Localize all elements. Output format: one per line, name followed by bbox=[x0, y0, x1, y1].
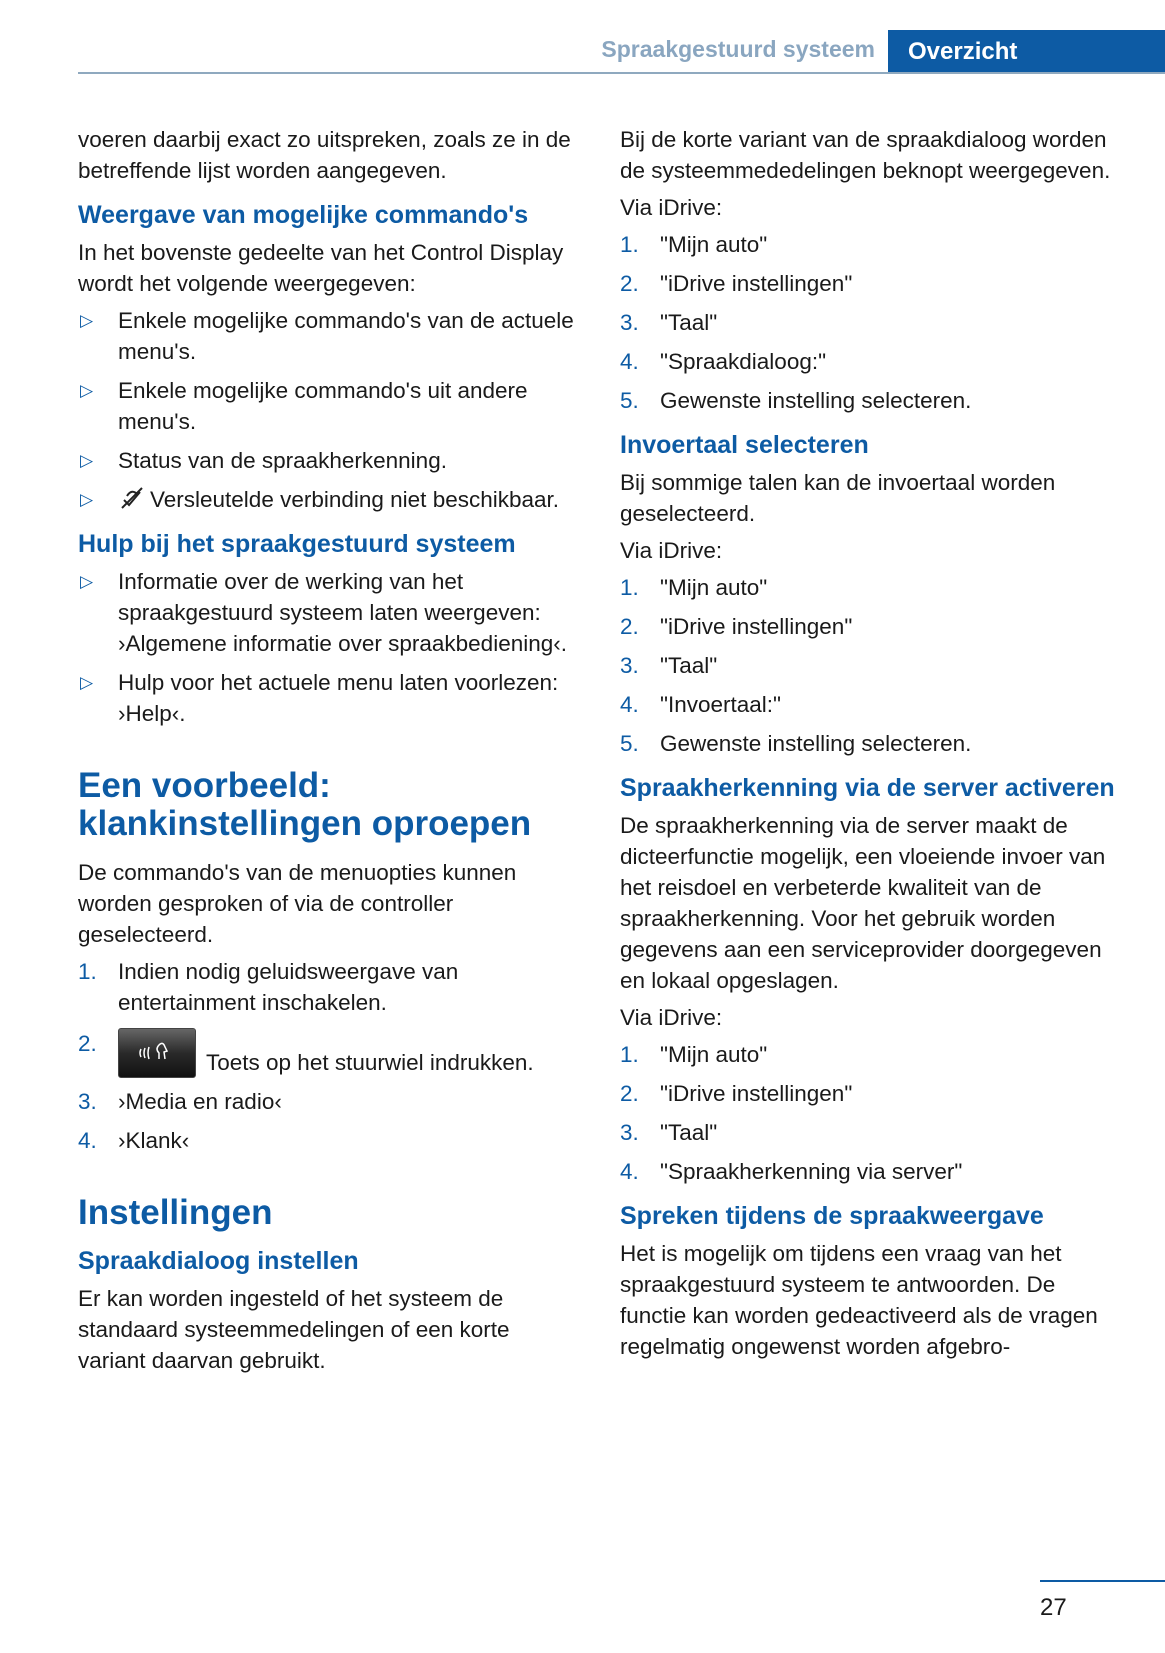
list-item: 1. "Mijn auto" bbox=[620, 1042, 768, 1067]
weergave-text: In het bovenste gedeelte van het Control Display wordt het volgende weergegeven: bbox=[78, 240, 564, 296]
list-item: 2. "iDrive instellingen" bbox=[620, 614, 853, 639]
header-chapter-tab: Overzicht bbox=[888, 30, 1165, 74]
list-item: 1. "Mijn auto" bbox=[620, 232, 768, 257]
invoertaal-text: Bij sommige talen kan de invoertaal worden geselecteerd. bbox=[620, 470, 1056, 526]
list-item: ▷ Hulp voor het actuele menu laten voorlezen: ›Help‹. bbox=[78, 667, 583, 729]
list-item: 3. "Taal" bbox=[620, 310, 718, 335]
list-item: ▷ Informatie over de werking van het spraakgestuurd systeem laten weergeven: ›Algemene informatie over spraakbediening‹. bbox=[78, 566, 583, 659]
heading-weergave: Weergave van mogelijke commando's bbox=[78, 201, 529, 229]
list-item: 5. Gewenste instelling selecteren. bbox=[620, 731, 972, 756]
list-item: 3. ›Media en radio‹ bbox=[78, 1089, 282, 1114]
header-section-title: Spraakgestuurd systeem bbox=[601, 36, 875, 62]
list-item: 4. "Spraakherkenning via server" bbox=[620, 1159, 963, 1184]
list-item: ▷ Enkele mogelijke commando's van de actuele menu's. bbox=[78, 305, 583, 367]
via-idrive-label: Via iDrive: bbox=[620, 1005, 723, 1030]
voorbeeld-steps bbox=[78, 956, 583, 1156]
heading-invoertaal: Invoertaal selecteren bbox=[620, 431, 869, 459]
list-item: 4. ›Klank‹ bbox=[78, 1128, 190, 1153]
page-number: 27 bbox=[1040, 1594, 1067, 1621]
right-column bbox=[620, 124, 1120, 1368]
triangle-bullet-icon: ▷ bbox=[80, 490, 94, 509]
list-item: 4. "Spraakdialoog:" bbox=[620, 349, 827, 374]
triangle-bullet-icon: ▷ bbox=[80, 381, 94, 400]
list-item: 2. Toets op het stuurwiel indrukken. bbox=[78, 1028, 583, 1078]
triangle-bullet-icon: ▷ bbox=[80, 572, 94, 591]
list-item: 1. "Mijn auto" bbox=[620, 575, 768, 600]
heading-instellingen: Instellingen bbox=[78, 1193, 273, 1232]
via-idrive-label: Via iDrive: bbox=[620, 195, 723, 220]
list-item: 2. "iDrive instellingen" bbox=[620, 1081, 853, 1106]
hulp-list bbox=[78, 566, 583, 729]
heading-spreken: Spreken tijdens de spraakweergave bbox=[620, 1202, 1044, 1230]
triangle-bullet-icon: ▷ bbox=[80, 673, 94, 692]
via-idrive-label: Via iDrive: bbox=[620, 538, 723, 563]
heading-spraakdialoog: Spraakdialoog instellen bbox=[78, 1247, 359, 1275]
list-item: 4. "Invoertaal:" bbox=[620, 692, 782, 717]
left-intro: voeren daarbij exact zo uitspreken, zoals ze in de betreffende lijst worden aangegeven. bbox=[78, 127, 571, 183]
list-item: 3. "Taal" bbox=[620, 653, 718, 678]
list-item: ▷ Enkele mogelijke commando's uit andere menu's. bbox=[78, 375, 583, 437]
list-item: 5. Gewenste instelling selecteren. bbox=[620, 388, 972, 413]
list-item: ▷ Versleutelde verbinding niet beschikbaar. bbox=[78, 484, 583, 515]
heading-hulp: Hulp bij het spraakgestuurd systeem bbox=[78, 530, 516, 558]
spraakdialoog-steps bbox=[620, 229, 1120, 416]
server-steps bbox=[620, 1039, 1120, 1187]
list-item: 2. "iDrive instellingen" bbox=[620, 271, 853, 296]
right-intro: Bij de korte variant van de spraakdialoog worden de systeemmededelingen beknopt weergegeven. bbox=[620, 127, 1111, 183]
heading-server: Spraakherkenning via de server activeren bbox=[620, 774, 1115, 802]
server-text: De spraakherkenning via de server maakt de dicteerfunctie mogelijk, een vloeiende invoer van het reisdoel en verbeterde kwaliteit van de spraakherkenning. Voor het gebruik worden gegevens aan een serviceprovider doorgegeven en lokaal opgeslagen. bbox=[620, 813, 1106, 993]
list-item: 1. Indien nodig geluidsweergave van entertainment inschakelen. bbox=[78, 959, 459, 1015]
header-divider bbox=[78, 72, 1165, 74]
left-column bbox=[78, 124, 583, 1382]
invoertaal-steps bbox=[620, 572, 1120, 759]
footer-divider bbox=[1040, 1580, 1165, 1582]
heading-voorbeeld: Een voorbeeld: klankinstellingen oproepen bbox=[78, 766, 532, 843]
weergave-list bbox=[78, 305, 583, 515]
voice-button-icon bbox=[118, 1028, 196, 1078]
instellingen-text: Er kan worden ingesteld of het systeem de standaard systeemmedelingen of een korte variant daarvan gebruikt. bbox=[78, 1286, 510, 1373]
triangle-bullet-icon: ▷ bbox=[80, 451, 94, 470]
voorbeeld-text: De commando's van de menuopties kunnen worden gesproken of via de controller geselecteerd. bbox=[78, 860, 517, 947]
list-item: ▷ Status van de spraakherkenning. bbox=[78, 445, 583, 476]
triangle-bullet-icon: ▷ bbox=[80, 311, 94, 330]
no-encryption-icon bbox=[118, 486, 146, 510]
spreken-text: Het is mogelijk om tijdens een vraag van het spraakgestuurd systeem te antwoorden. De functie kan worden gedeactiveerd als de vragen regelmatig ongewenst worden afgebro- bbox=[620, 1241, 1098, 1359]
list-item: 3. "Taal" bbox=[620, 1120, 718, 1145]
